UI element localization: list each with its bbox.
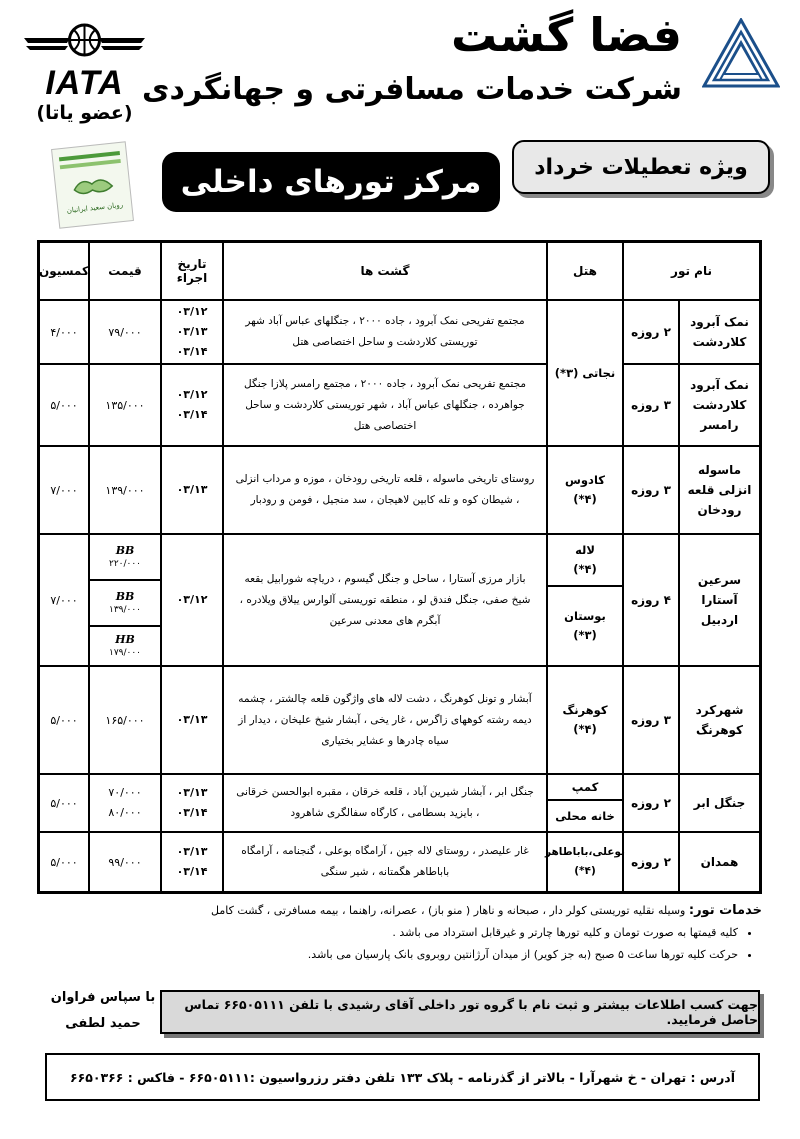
row6-price: ۷۰/۰۰۰ ۸۰/۰۰۰ [89, 774, 161, 832]
hotel-kados: کادوس (۴*) [547, 446, 623, 534]
row3-tour: ماسوله انزلی قلعه رودخان [679, 446, 760, 534]
header-price: قیمت [89, 242, 161, 300]
header-commission: کمسیون [39, 242, 89, 300]
row2-duration: ۳ روزه [623, 364, 679, 446]
row7-itinerary: غار علیصدر ، روستای لاله جین ، آرامگاه بوعلی ، گنجنامه ، آرامگاه باباطاهر هگمتانه ، شیر سنگی [223, 832, 547, 892]
row4-duration: ۴ روزه [623, 534, 679, 666]
price-value: ۲۲۰/۰۰۰ [108, 559, 142, 569]
row6-commission: ۵/۰۰۰ [39, 774, 89, 832]
row7-duration: ۲ روزه [623, 832, 679, 892]
row4-commission: ۷/۰۰۰ [39, 534, 89, 666]
company-logo-icon [702, 18, 780, 88]
contact-banner: جهت کسب اطلاعات بیشتر و ثبت نام با گروه تور داخلی آقای رشیدی با تلفن ۶۶۵۰۵۱۱۱ تماس حاصل فرمایید. [160, 990, 760, 1034]
row2-date: ۰۳/۱۲ ۰۳/۱۴ [161, 364, 223, 446]
header-itinerary: گشت ها [223, 242, 547, 300]
note-item: • کلیه قیمتها به صورت تومان و کلیه تورها چارتر و غیرقابل استرداد می باشد . [37, 922, 738, 944]
row7-date: ۰۳/۱۳ ۰۳/۱۴ [161, 832, 223, 892]
row2-itinerary: مجتمع تفریحی نمک آبرود ، جاده ۲۰۰۰ ، مجتمع رامسر پلازا جنگل جواهرده ، جنگلهای عباس آباد ، شهر توریستی کلاردشت و ساحل اختصاصی هتل [223, 364, 547, 446]
seal-caption: روبان سعيد ايرانيان [66, 200, 124, 215]
services-line [37, 900, 762, 922]
signature [48, 985, 158, 1037]
row1-duration: ۲ روزه [623, 300, 679, 364]
header-tour: نام تور [623, 242, 760, 300]
row6-itinerary: جنگل ابر ، آبشار شیرین آباد ، قلعه خرقان ، مقبره ابوالحسن خرقانی ، بایزید بسطامی ، کارگاه سفالگری شاهرود [223, 774, 547, 832]
price-basis-label: BB [115, 544, 135, 557]
row3-date: ۰۳/۱۳ [161, 446, 223, 534]
note-item: • حرکت کلیه تورها ساعت ۵ صبح (به جز کویر) از میدان آرژانتین روبروی بانک پارسیان می باشد. [37, 944, 738, 966]
services-title: خدمات تور: [688, 903, 762, 918]
row4-price-hb [89, 626, 161, 666]
iata-logo [22, 18, 147, 124]
iata-wordmark: IATA [45, 64, 124, 102]
header-date: تاریخ اجراء [161, 242, 223, 300]
certificate-seal [51, 141, 134, 228]
row4-itinerary: بازار مرزی آستارا ، ساحل و جنگل گیسوم ، دریاچه شورابیل بقعه شیخ صفی، جنگل فندق لو ، منطقه توریستی آلوارس ییلاق ویلادره ، آبگرم های معدنی سرعین [223, 534, 547, 666]
row3-price: ۱۳۹/۰۰۰ [89, 446, 161, 534]
tour-services [37, 900, 762, 966]
page-title: مرکز تورهای داخلی [162, 152, 500, 212]
price-basis-label: BB [115, 590, 135, 603]
hotel-bustan: بوستان (۳*) [547, 586, 623, 666]
row1-commission: ۴/۰۰۰ [39, 300, 89, 364]
row7-price: ۹۹/۰۰۰ [89, 832, 161, 892]
row3-duration: ۳ روزه [623, 446, 679, 534]
signer-name: حمید لطفی [65, 1016, 141, 1031]
row4-date: ۰۳/۱۲ [161, 534, 223, 666]
row1-itinerary: مجتمع تفریحی نمک آبرود ، جاده ۲۰۰۰ ، جنگلهای عباس آباد شهر توریستی کلاردشت و ساحل اختصاصی هتل [223, 300, 547, 364]
hotel-laleh: لاله (۴*) [547, 534, 623, 586]
hotel-najati: نجاتی (۳*) [547, 300, 623, 446]
hotel-camp: کمپ [547, 774, 623, 800]
row7-commission: ۵/۰۰۰ [39, 832, 89, 892]
row4-tour: سرعین آستارا اردبیل [679, 534, 760, 666]
price-basis-label: HB [115, 633, 135, 646]
row5-price: ۱۶۵/۰۰۰ [89, 666, 161, 774]
row1-date: ۰۳/۱۲ ۰۳/۱۳ ۰۳/۱۴ [161, 300, 223, 364]
tour-table [37, 240, 762, 894]
price-value: ۱۷۹/۰۰۰ [108, 648, 142, 658]
globe-wings-icon [22, 18, 147, 68]
row7-tour: همدان [679, 832, 760, 892]
hotel-local-house: خانه محلی [547, 800, 623, 832]
price-value: ۱۳۹/۰۰۰ [108, 605, 142, 615]
hotel-buali: بوعلی،باباطاهر (۴*) [547, 832, 623, 892]
row6-date: ۰۳/۱۳ ۰۳/۱۴ [161, 774, 223, 832]
hotel-kuhrang: کوهرنگ (۴*) [547, 666, 623, 774]
brand-name: فضا گشت [451, 8, 682, 62]
thanks-line: با سپاس فراوان [50, 990, 156, 1005]
row6-tour: جنگل ابر [679, 774, 760, 832]
row1-price: ۷۹/۰۰۰ [89, 300, 161, 364]
row5-tour: شهرکرد کوهرنگ [679, 666, 760, 774]
handshake-icon [71, 168, 116, 202]
row3-itinerary: روستای تاریخی ماسوله ، قلعه تاریخی رودخان ، موزه و مرداب انزلی ، شیطان کوه و تله کابین لاهیجان ، سد منجیل ، فومن و رودبار [223, 446, 547, 534]
row6-duration: ۲ روزه [623, 774, 679, 832]
row5-date: ۰۳/۱۳ [161, 666, 223, 774]
iata-member-label: (عضو یاتا) [36, 102, 133, 124]
special-offer-banner: ویژه تعطیلات خرداد [512, 140, 770, 194]
row4-price-bb1 [89, 534, 161, 580]
row5-commission: ۵/۰۰۰ [39, 666, 89, 774]
row5-duration: ۳ روزه [623, 666, 679, 774]
row5-itinerary: آبشار و تونل کوهرنگ ، دشت لاله های واژگون قلعه چالشتر ، چشمه دیمه رشته کوههای زاگرس ، غار یخی ، آبشار شیخ علیخان ، دیدار از سیاه چادرها و عشایر بختیاری [223, 666, 547, 774]
row4-price-bb2 [89, 580, 161, 626]
row3-commission: ۷/۰۰۰ [39, 446, 89, 534]
row2-price: ۱۳۵/۰۰۰ [89, 364, 161, 446]
row2-commission: ۵/۰۰۰ [39, 364, 89, 446]
header-hotel: هتل [547, 242, 623, 300]
address-bar: آدرس : تهران - خ شهرآرا - بالاتر از گذرنامه - پلاک ۱۳۳ تلفن دفتر رزرواسیون :۶۶۵۰۵۱۱۱ - فاکس : ۶۶۵۰۳۶۶ [45, 1053, 760, 1101]
row1-tour: نمک آبرود کلاردشت [679, 300, 760, 364]
services-text: وسیله نقلیه توریستی کولر دار ، صبحانه و ناهار ( منو باز) ، عصرانه، راهنما ، بیمه مسافرتی ، گشت کامل [211, 904, 686, 917]
brand-subtitle: شرکت خدمات مسافرتی و جهانگردی [142, 72, 682, 107]
row2-tour: نمک آبرود کلاردشت رامسر [679, 364, 760, 446]
